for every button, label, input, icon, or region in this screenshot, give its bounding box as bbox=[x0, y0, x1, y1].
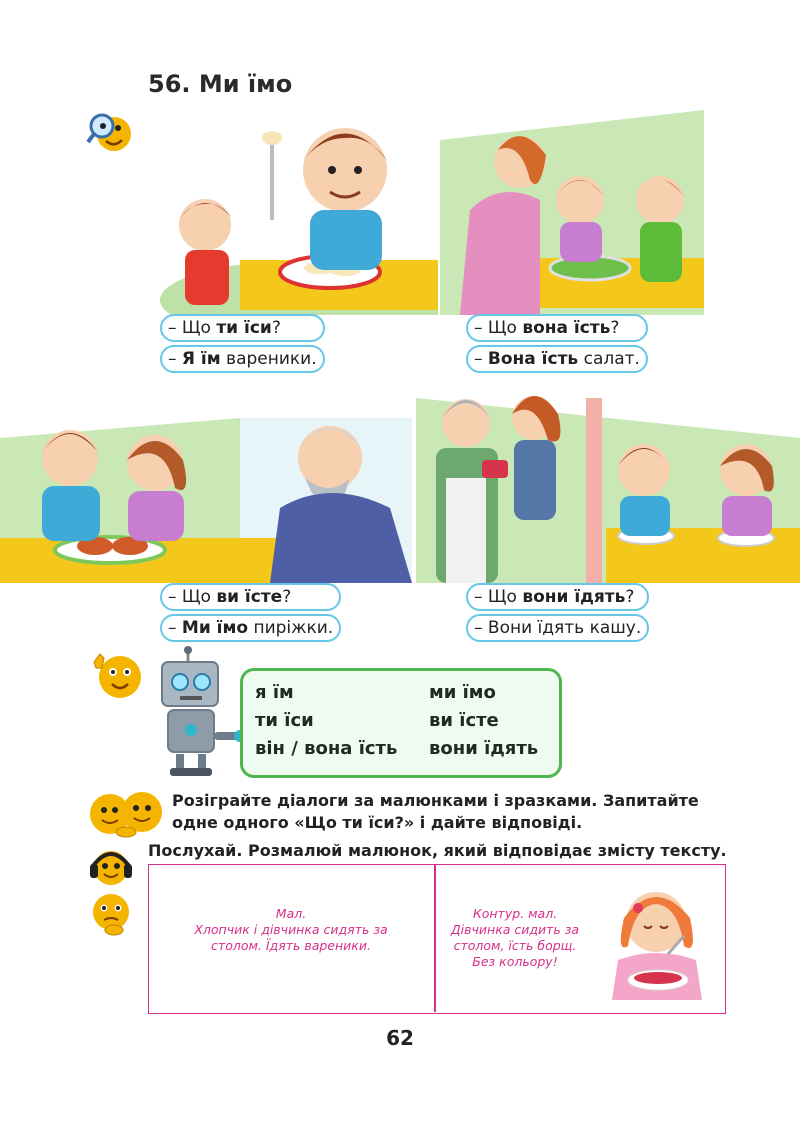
conjugation-plural bbox=[429, 679, 538, 763]
dialog-bubble-3 bbox=[160, 583, 341, 645]
answer-line: – Вони їдять кашу. bbox=[466, 614, 649, 642]
question-bold: ти їси bbox=[216, 318, 272, 338]
dialog-bubble-1 bbox=[160, 314, 325, 376]
page-title: 56. Ми їмо bbox=[148, 70, 293, 98]
dialog-bubble-4 bbox=[466, 583, 649, 645]
thinking-emoji-icon bbox=[88, 890, 134, 938]
conjugation-item: ми їмо bbox=[429, 682, 496, 703]
question-prefix: – Що bbox=[168, 318, 217, 338]
note-line: Дівчинка сидить за bbox=[450, 922, 580, 937]
illustration-children-grandfather-pies bbox=[0, 378, 412, 583]
headphones-emoji-icon bbox=[88, 844, 134, 888]
note-line: столом. Їдять вареники. bbox=[211, 938, 371, 953]
question-prefix: – Що bbox=[168, 587, 217, 607]
note-line: Без кольору! bbox=[472, 954, 558, 969]
magnifier-emoji-icon bbox=[86, 110, 136, 156]
note-line: Хлопчик і дівчинка сидять за bbox=[194, 922, 388, 937]
conjugation-item: ти їси bbox=[255, 710, 314, 731]
illustration-mother-girl-salad bbox=[440, 100, 704, 315]
answer-line bbox=[466, 345, 648, 373]
answer-bold: Вона їсть bbox=[487, 349, 579, 369]
conjugation-item: я їм bbox=[255, 682, 294, 703]
pointing-emoji-icon bbox=[90, 650, 144, 700]
question-line bbox=[466, 314, 648, 342]
conjugation-item: ви їсте bbox=[429, 710, 499, 731]
note-line: столом, їсть борщ. bbox=[453, 938, 577, 953]
question-suffix: ? bbox=[625, 587, 635, 607]
answer-prefix: – bbox=[168, 618, 182, 638]
task-roleplay-instruction: Розіграйте діалоги за малюнками і зразками. Запитайте одне одного «Що ти їси?» і дайте відповіді. bbox=[172, 791, 699, 832]
task-listen-instruction: Послухай. Розмалюй малюнок, який відповідає змісту тексту. bbox=[148, 841, 727, 860]
answer-prefix: – bbox=[474, 349, 488, 369]
illustration-family-porridge bbox=[416, 378, 800, 583]
question-line bbox=[160, 583, 341, 611]
question-line bbox=[160, 314, 325, 342]
question-suffix: ? bbox=[282, 587, 292, 607]
question-suffix: ? bbox=[610, 318, 620, 338]
illustration-boy-eating-dumplings bbox=[160, 100, 438, 315]
answer-suffix: пиріжки. bbox=[248, 618, 334, 638]
frame-divider bbox=[434, 864, 436, 1012]
two-emojis-icon bbox=[88, 788, 164, 838]
dialog-bubble-2 bbox=[466, 314, 648, 376]
answer-suffix: салат. bbox=[578, 349, 640, 369]
conjugation-singular bbox=[255, 679, 397, 763]
illustration-girl-eating-borsch bbox=[598, 876, 720, 1000]
question-bold: ви їсте bbox=[216, 587, 283, 607]
conjugation-table bbox=[240, 668, 562, 778]
conjugation-item: вони їдять bbox=[429, 738, 539, 759]
question-bold: вона їсть bbox=[522, 318, 611, 338]
question-prefix: – Що bbox=[474, 318, 523, 338]
note-line: Контур. мал. bbox=[472, 906, 558, 921]
answer-line bbox=[160, 345, 325, 373]
page-number: 62 bbox=[386, 1026, 414, 1050]
question-prefix: – Що bbox=[474, 587, 523, 607]
answer-bold: Ми їмо bbox=[181, 618, 249, 638]
answer-bold: Я їм bbox=[181, 349, 221, 369]
question-suffix: ? bbox=[271, 318, 281, 338]
placeholder-note-right bbox=[440, 906, 590, 970]
answer-line bbox=[160, 614, 341, 642]
conjugation-item: він / вона їсть bbox=[255, 738, 398, 759]
question-bold: вони їдять bbox=[522, 587, 626, 607]
note-line: Мал. bbox=[275, 906, 307, 921]
answer-suffix: вареники. bbox=[220, 349, 317, 369]
question-line bbox=[466, 583, 649, 611]
placeholder-note-left bbox=[160, 906, 422, 954]
robot-icon bbox=[146, 646, 246, 778]
answer-prefix: – bbox=[168, 349, 182, 369]
